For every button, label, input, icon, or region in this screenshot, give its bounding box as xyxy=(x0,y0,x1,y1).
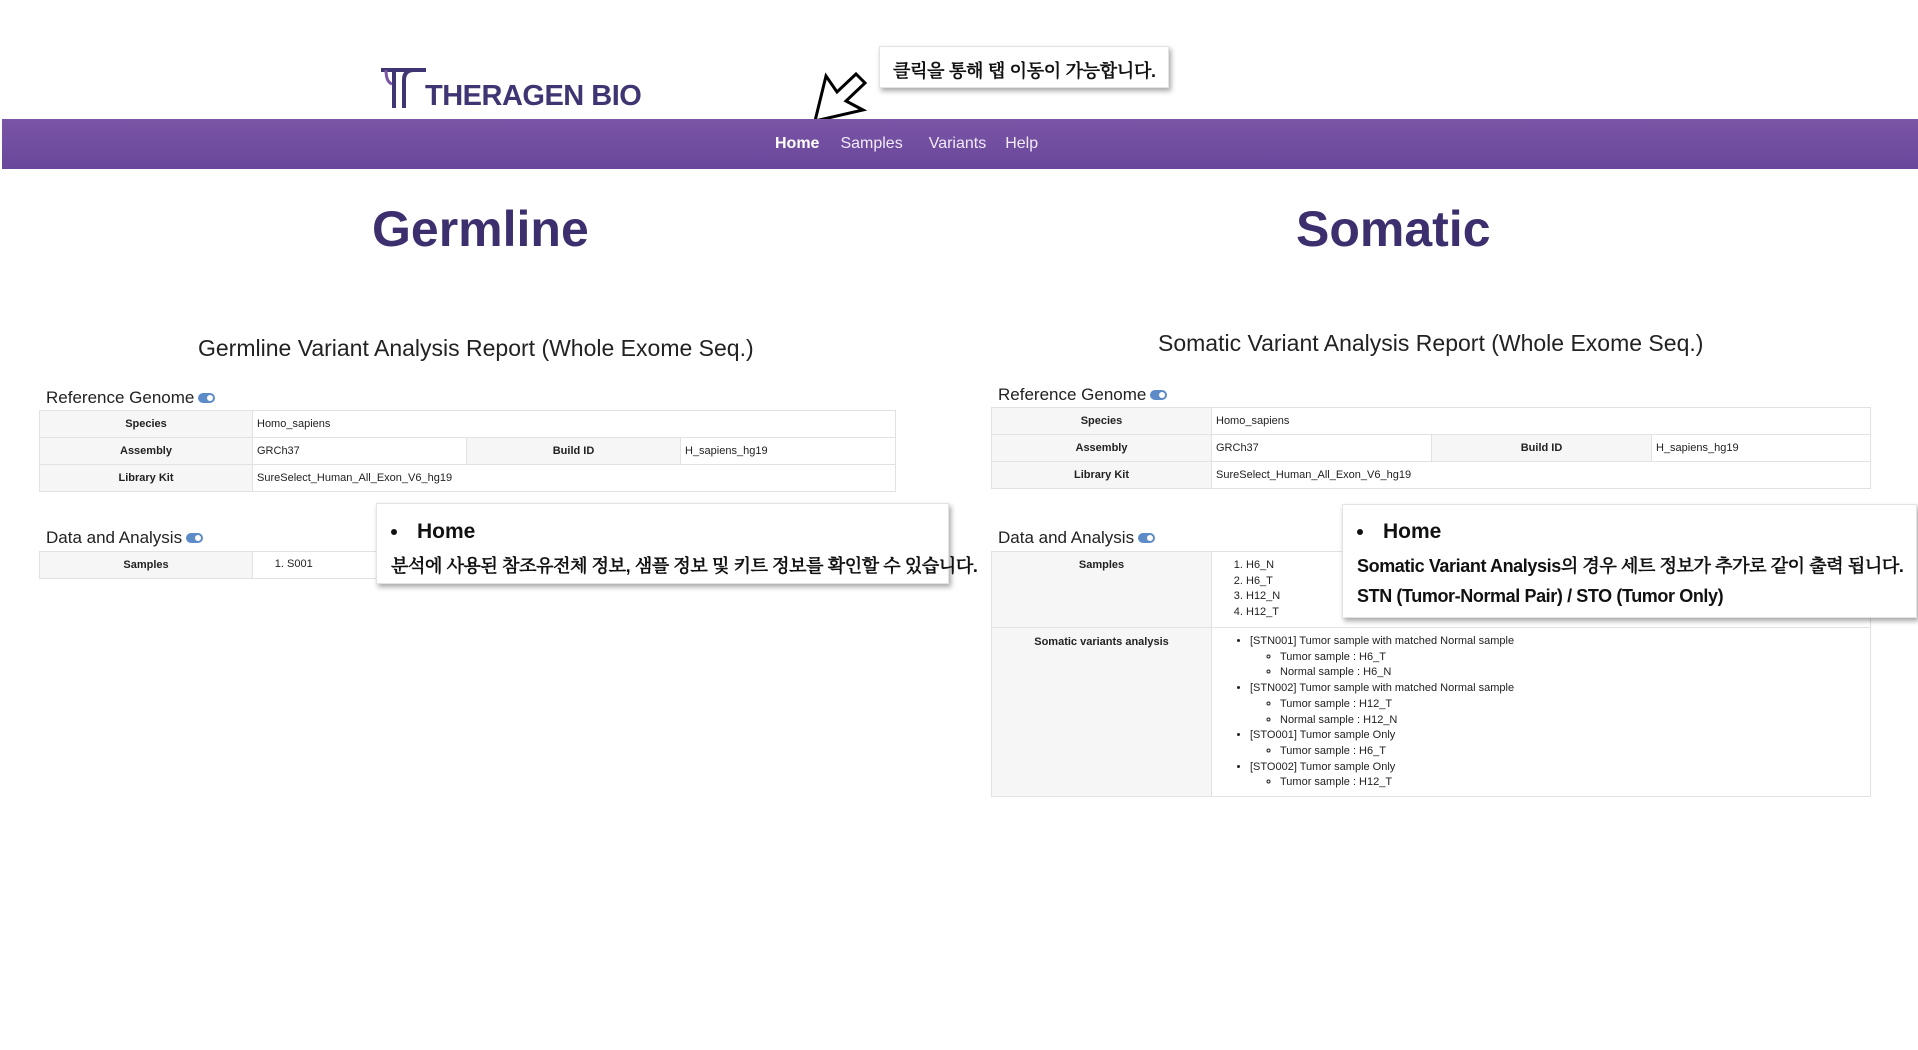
sample-item: 4. H12_T xyxy=(1246,605,1866,621)
set-sub-item: ◦ Tumor sample : H6_T xyxy=(1280,650,1866,666)
set-sub-item: ◦ Normal sample : H12_N xyxy=(1280,713,1866,729)
species-value: Homo_sapiens xyxy=(253,411,896,438)
germline-data-table xyxy=(39,551,381,579)
section-title: Reference Genome xyxy=(46,388,195,407)
nav-help[interactable]: Help xyxy=(1005,135,1039,152)
set-item: • [STO002] Tumor sample Only ◦ Tumor sample : H12_T xyxy=(1250,760,1866,791)
set-sub-item: ◦ Tumor sample : H12_T xyxy=(1280,775,1866,791)
samples-label: Samples xyxy=(992,552,1212,628)
somatic-data-section xyxy=(998,528,1155,548)
nav-variants[interactable]: Variants xyxy=(928,135,987,152)
species-value: Homo_sapiens xyxy=(1212,408,1871,435)
callout-text-line2: STN (Tumor-Normal Pair) / STO (Tumor Only) xyxy=(1357,586,1724,606)
samples-value xyxy=(253,552,381,579)
section-title: Reference Genome xyxy=(998,385,1147,404)
somatic-analysis-value xyxy=(1212,628,1871,797)
nav-tip-text: 클릭을 통해 탭 이동이 가능합니다. xyxy=(893,61,1156,81)
samples-label: Samples xyxy=(40,552,253,579)
sample-item: 3. H12_N xyxy=(1246,589,1866,605)
somatic-analysis-label: Somatic variants analysis xyxy=(992,628,1212,797)
navbar xyxy=(2,119,1918,169)
set-sub-item: ◦ Tumor sample : H12_T xyxy=(1280,697,1866,713)
bullet-icon xyxy=(391,529,397,535)
section-title: Data and Analysis xyxy=(46,528,183,547)
table-row xyxy=(992,435,1871,462)
species-label: Species xyxy=(992,408,1212,435)
assembly-value: GRCh37 xyxy=(1212,435,1432,462)
assembly-value: GRCh37 xyxy=(253,438,467,465)
build-id-label: Build ID xyxy=(1432,435,1652,462)
toggle-icon[interactable] xyxy=(186,533,203,543)
sample-item: 1. S001 xyxy=(287,557,376,573)
germline-home-callout xyxy=(376,503,978,584)
section-title: Data and Analysis xyxy=(998,528,1135,547)
table-row xyxy=(40,438,896,465)
table-row xyxy=(992,408,1871,435)
library-kit-label: Library Kit xyxy=(992,462,1212,489)
nav-home[interactable]: Home xyxy=(775,135,820,152)
germline-data-section xyxy=(46,528,203,548)
callout-text: 분석에 사용된 참조유전체 정보, 샘플 정보 및 키트 정보를 확인할 수 있습니다. xyxy=(391,556,978,576)
library-kit-value: SureSelect_Human_All_Exon_V6_hg19 xyxy=(253,465,896,492)
bullet-icon xyxy=(1357,529,1363,535)
library-kit-value: SureSelect_Human_All_Exon_V6_hg19 xyxy=(1212,462,1871,489)
theragen-logo[interactable] xyxy=(380,62,642,112)
build-id-label: Build ID xyxy=(467,438,681,465)
set-item: • [STN002] Tumor sample with matched Normal sample ◦ Tumor sample : H12_T ◦ Normal sample : H12_N xyxy=(1250,681,1866,728)
germline-report-title: Germline Variant Analysis Report (Whole Exome Seq.) xyxy=(198,335,754,361)
brand-name: THERAGEN BIO xyxy=(425,80,642,112)
assembly-label: Assembly xyxy=(40,438,253,465)
toggle-icon[interactable] xyxy=(1150,390,1167,400)
callout-heading: Home xyxy=(1383,520,1442,543)
sample-item: 2. H6_T xyxy=(1246,574,1866,590)
sample-item: 1. H6_N xyxy=(1246,558,1866,574)
somatic-reference-table xyxy=(991,407,1871,489)
table-row xyxy=(40,552,381,579)
library-kit-label: Library Kit xyxy=(40,465,253,492)
somatic-title: Somatic xyxy=(1296,201,1491,257)
callout-text-line1: Somatic Variant Analysis의 경우 세트 정보가 추가로 같이 출력 됩니다. xyxy=(1357,556,1904,576)
table-row xyxy=(40,465,896,492)
table-row xyxy=(992,462,1871,489)
germline-reference-section xyxy=(46,388,215,408)
theragen-logo-mark-icon xyxy=(380,62,426,110)
germline-title: Germline xyxy=(372,201,589,257)
build-id-value: H_sapiens_hg19 xyxy=(681,438,896,465)
assembly-label: Assembly xyxy=(992,435,1212,462)
species-label: Species xyxy=(40,411,253,438)
set-item: • [STN001] Tumor sample with matched Normal sample ◦ Tumor sample : H6_T ◦ Normal sample : H6_N xyxy=(1250,634,1866,681)
set-sub-item: ◦ Normal sample : H6_N xyxy=(1280,665,1866,681)
callout-heading: Home xyxy=(417,520,476,543)
table-row xyxy=(992,628,1871,797)
toggle-icon[interactable] xyxy=(1138,533,1155,543)
build-id-value: H_sapiens_hg19 xyxy=(1652,435,1871,462)
germline-reference-table xyxy=(39,410,896,492)
nav-tip-callout xyxy=(879,46,1169,88)
somatic-report-title: Somatic Variant Analysis Report (Whole Exome Seq.) xyxy=(1158,330,1704,356)
somatic-home-callout xyxy=(1342,504,1917,618)
somatic-reference-section xyxy=(998,385,1167,405)
table-row xyxy=(40,411,896,438)
toggle-icon[interactable] xyxy=(198,393,215,403)
nav-samples[interactable]: Samples xyxy=(840,135,903,152)
cursor-arrow-icon xyxy=(812,70,870,124)
set-item: • [STO001] Tumor sample Only ◦ Tumor sample : H6_T xyxy=(1250,728,1866,759)
set-sub-item: ◦ Tumor sample : H6_T xyxy=(1280,744,1866,760)
